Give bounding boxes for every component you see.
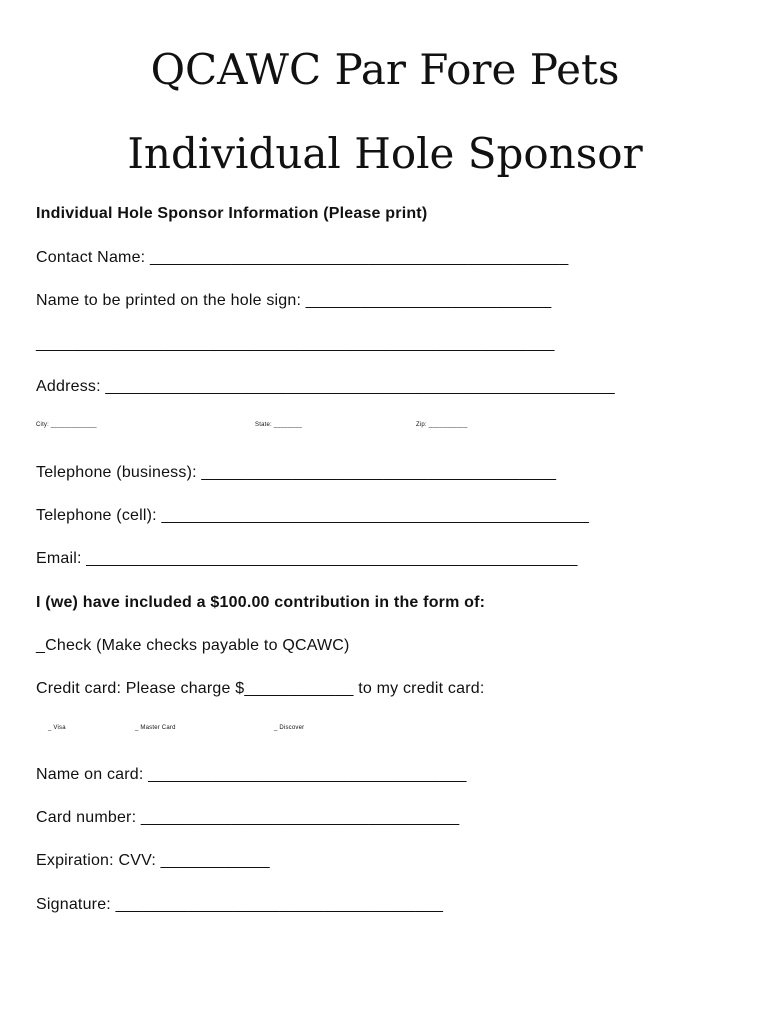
expiration-cvv-field: Expiration: CVV: ____________ [36, 852, 270, 869]
card-number-field: Card number: ___________________________________ [36, 809, 460, 826]
card-option-visa: _ Visa [48, 725, 66, 731]
city-field: City: _____________ [36, 422, 97, 428]
telephone-business-field: Telephone (business): _______________________________________ [36, 464, 557, 481]
address-field: Address: ________________________________________________________ [36, 378, 615, 395]
form-title: QCAWC Par Fore Pets [150, 45, 620, 94]
telephone-cell-field: Telephone (cell): _______________________________________________ [36, 507, 590, 524]
contribution-heading: I (we) have included a $100.00 contribution in the form of: [36, 594, 486, 611]
card-option-discover: _ Discover [274, 725, 305, 731]
form-subtitle: Individual Hole Sponsor [127, 129, 643, 178]
email-field: Email: ______________________________________________________ [36, 550, 578, 567]
hole-sign-name-field: Name to be printed on the hole sign: ___________________________ [36, 292, 552, 309]
signature-field: Signature: ____________________________________ [36, 896, 444, 913]
zip-field: Zip: ___________ [416, 422, 468, 428]
name-on-card-field: Name on card: ___________________________________ [36, 766, 467, 783]
state-field: State: ________ [255, 422, 303, 428]
check-option: _Check (Make checks payable to QCAWC) [36, 637, 350, 654]
credit-card-charge-field: Credit card: Please charge $____________ to my credit card: [36, 680, 485, 697]
section-heading: Individual Hole Sponsor Information (Please print) [36, 205, 428, 222]
contact-name-field: Contact Name: ______________________________________________ [36, 249, 569, 266]
card-option-mastercard: _ Master Card [135, 725, 176, 731]
hole-sign-name-continuation-line: _________________________________________________________ [36, 335, 555, 352]
